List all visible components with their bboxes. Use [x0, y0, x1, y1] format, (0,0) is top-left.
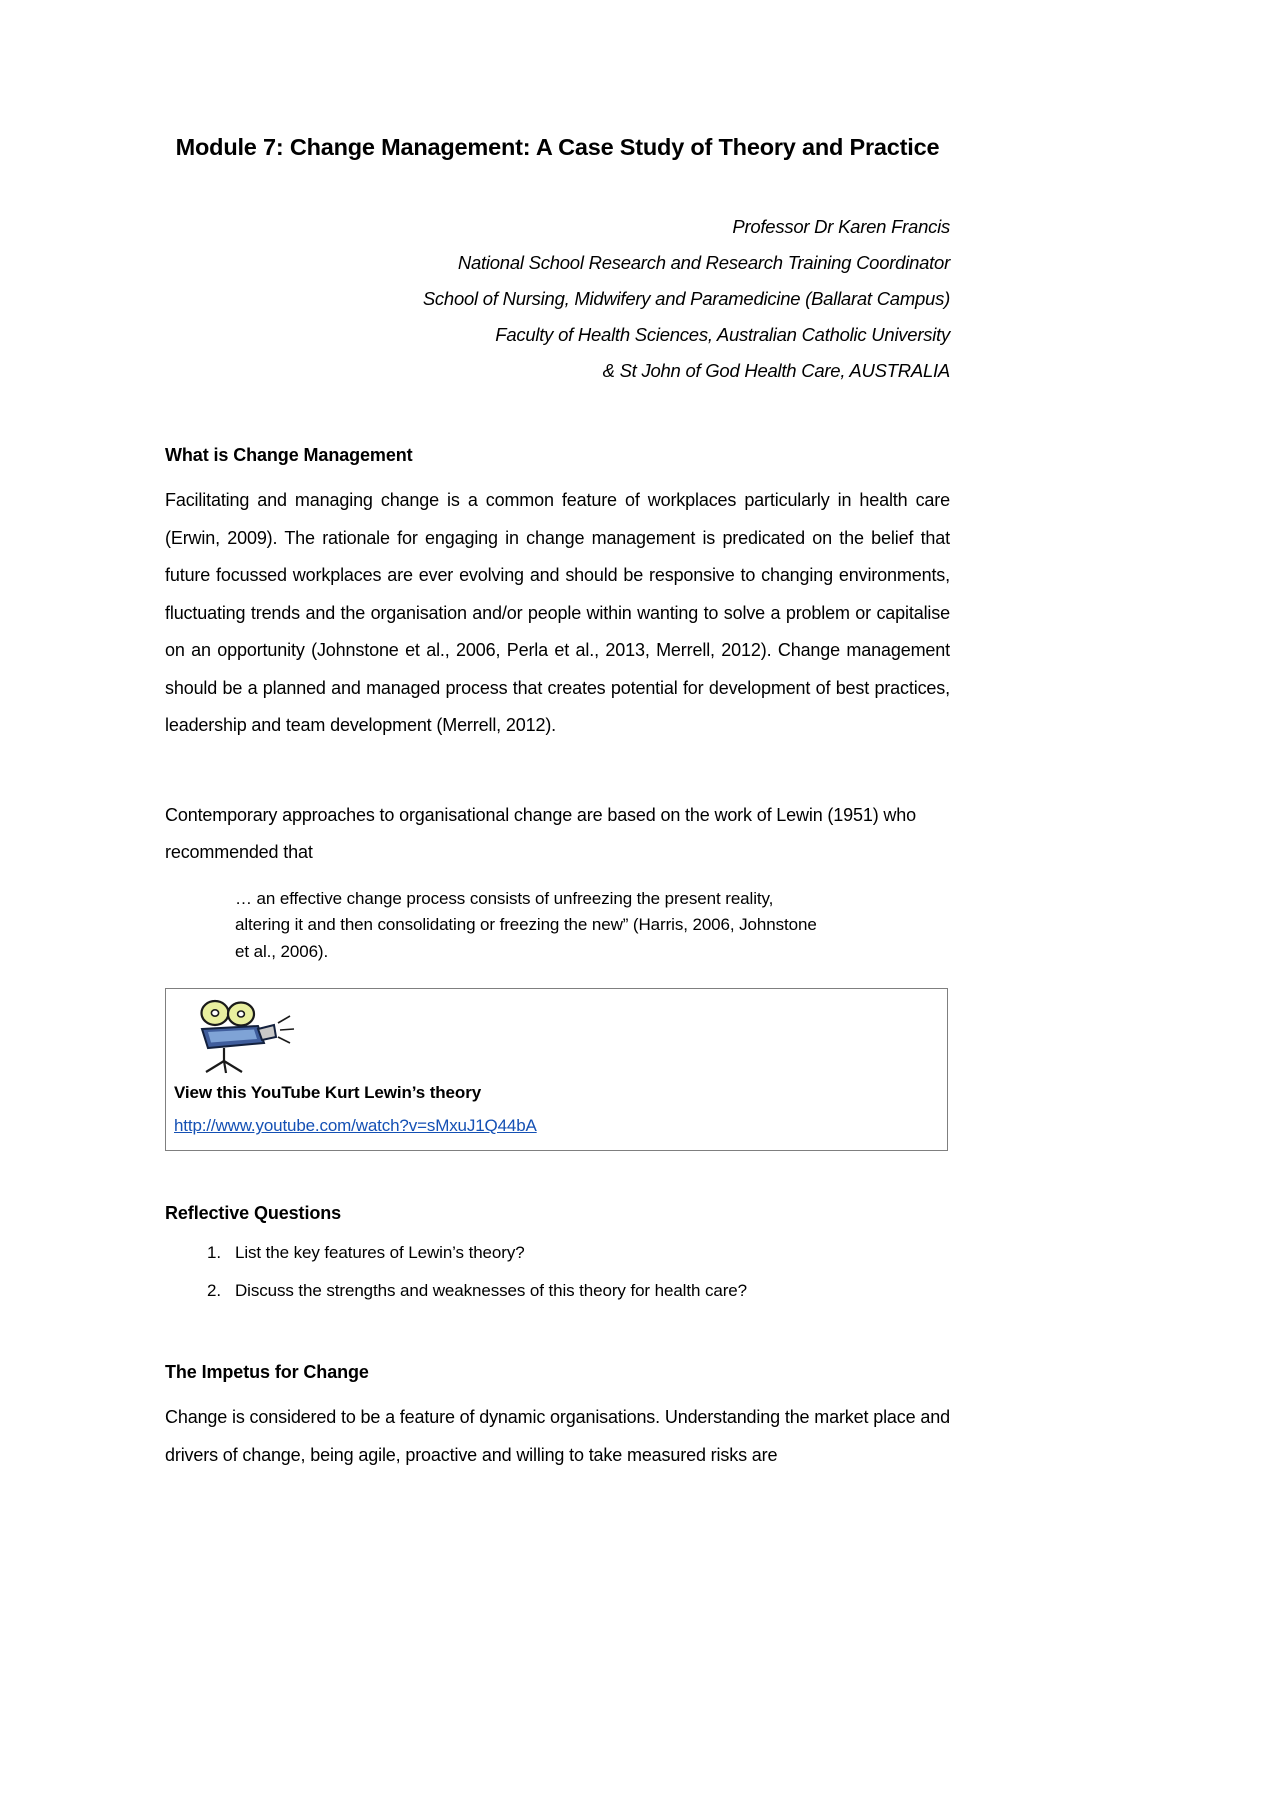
paragraph-change-management-definition: Facilitating and managing change is a common feature of workplaces particularly in health care (Erwin, 2009). The rationale for engaging in change management is predicated on the belief that future focussed workplaces are ever evolving and should be responsive to changing environments, fluctuating trends and the organisation and/or people within wanting to solve a problem or capitalise on an opportunity (Johnstone et al., 2006, Perla et al., 2013, Merrell, 2012). Change management should be a planned and managed process that creates potential for development of best practices, leadership and team development (Merrell, 2012). — [165, 490, 950, 736]
author-line-affiliation: & St John of God Health Care, AUSTRALIA — [602, 360, 950, 382]
page-content — [165, 0, 950, 1474]
author-line-name: Professor Dr Karen Francis — [732, 216, 950, 238]
author-line-school: School of Nursing, Midwifery and Paramedicine (Ballarat Campus) — [422, 288, 950, 310]
blockquote-line-1: … an effective change process consists of unfreezing the present reality, — [235, 888, 774, 908]
youtube-link[interactable]: http://www.youtube.com/watch?v=sMxuJ1Q44bA — [174, 1116, 537, 1136]
blockquote-lewin — [235, 886, 875, 966]
author-line-faculty: Faculty of Health Sciences, Australian Catholic University — [495, 324, 950, 346]
blockquote-line-2: altering it and then consolidating or freezing the new” (Harris, 2006, Johnstone — [235, 915, 817, 935]
film-projector-icon — [166, 999, 947, 1075]
paragraph-lewin-intro: Contemporary approaches to organisational change are based on the work of Lewin (1951) who recommended that — [165, 804, 916, 863]
blockquote-line-3: et al., 2006). — [235, 941, 329, 961]
page-title: Module 7: Change Management: A Case Study of Theory and Practice — [175, 134, 940, 160]
list-item: List the key features of Lewin’s theory? — [235, 1243, 525, 1263]
author-affiliation-block — [165, 209, 950, 389]
heading-impetus-for-change: The Impetus for Change — [165, 1362, 369, 1383]
author-line-role: National School Research and Research Training Coordinator — [457, 252, 950, 274]
video-box-caption: View this YouTube Kurt Lewin’s theory — [174, 1083, 482, 1103]
video-resource-box — [165, 988, 948, 1151]
paragraph-impetus-for-change: Change is considered to be a feature of dynamic organisations. Understanding the market place and drivers of change, being agile, proactive and willing to take measured risks are — [165, 1407, 950, 1465]
heading-what-is-change-management: What is Change Management — [165, 445, 413, 466]
heading-reflective-questions: Reflective Questions — [165, 1203, 342, 1224]
reflective-questions-list — [165, 1234, 950, 1310]
list-item: Discuss the strengths and weaknesses of this theory for health care? — [235, 1281, 747, 1301]
